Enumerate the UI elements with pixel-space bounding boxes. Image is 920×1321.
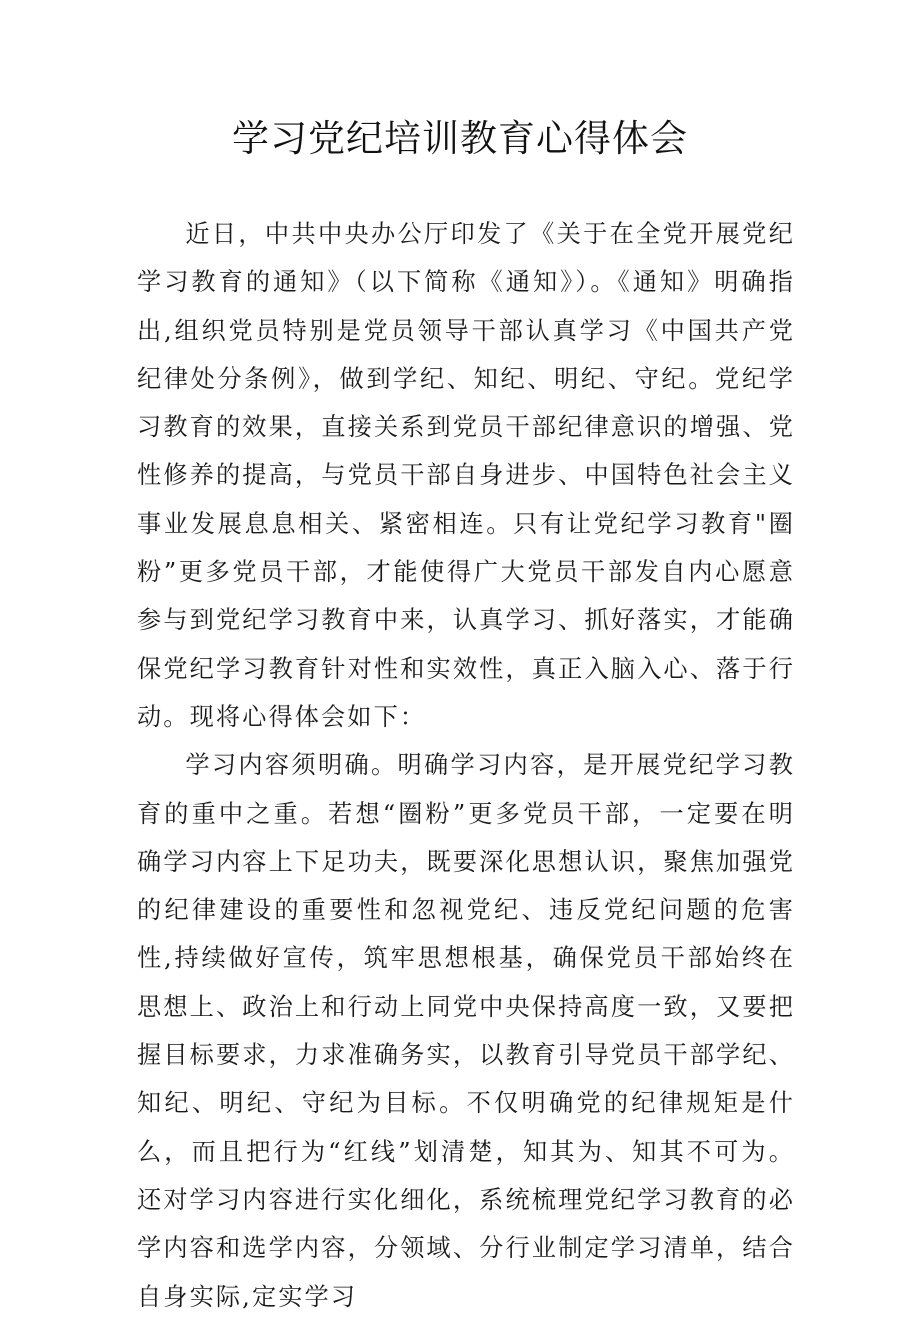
document-body bbox=[137, 210, 795, 1321]
document-title: 学习党纪培训教育心得体会 bbox=[232, 117, 688, 160]
paragraph-intro: 近日，中共中央办公厅印发了《关于在全党开展党纪学习教育的通知》（以下简称《通知》）。《通知》明确指出,组织党员特别是党员领导干部认真学习《中国共产党纪律处分条例》，做到学纪、知纪、明纪、守纪。党纪学习教育的效果，直接关系到党员干部纪律意识的增强、党性修养的提高，与党员干部自身进步、中国特色社会主义事业发展息息相关、紧密相连。只有让党纪学习教育"圈粉”更多党员干部，才能使得广大党员干部发自内心愿意参与到党纪学习教育中来，认真学习、抓好落实，才能确保党纪学习教育针对性和实效性，真正入脑入心、落于行动。现将心得体会如下： bbox=[137, 220, 795, 731]
paragraph-learning-content: 学习内容须明确。明确学习内容，是开展党纪学习教育的重中之重。若想“圈粉”更多党员干部，一定要在明确学习内容上下足功夫，既要深化思想认识，聚焦加强党的纪律建设的重要性和忽视党纪、违反党纪问题的危害性,持续做好宣传，筑牢思想根基，确保党员干部始终在思想上、政治上和行动上同党中央保持高度一致，又要把握目标要求，力求准确务实，以教育引导党员干部学纪、知纪、明纪、守纪为目标。不仅明确党的纪律规矩是什么，而且把行为“红线”划清楚，知其为、知其不可为。还对学习内容进行实化细化，系统梳理党纪学习教育的必学内容和选学内容，分领域、分行业制定学习清单，结合自身实际,定实学习 bbox=[137, 751, 795, 1311]
